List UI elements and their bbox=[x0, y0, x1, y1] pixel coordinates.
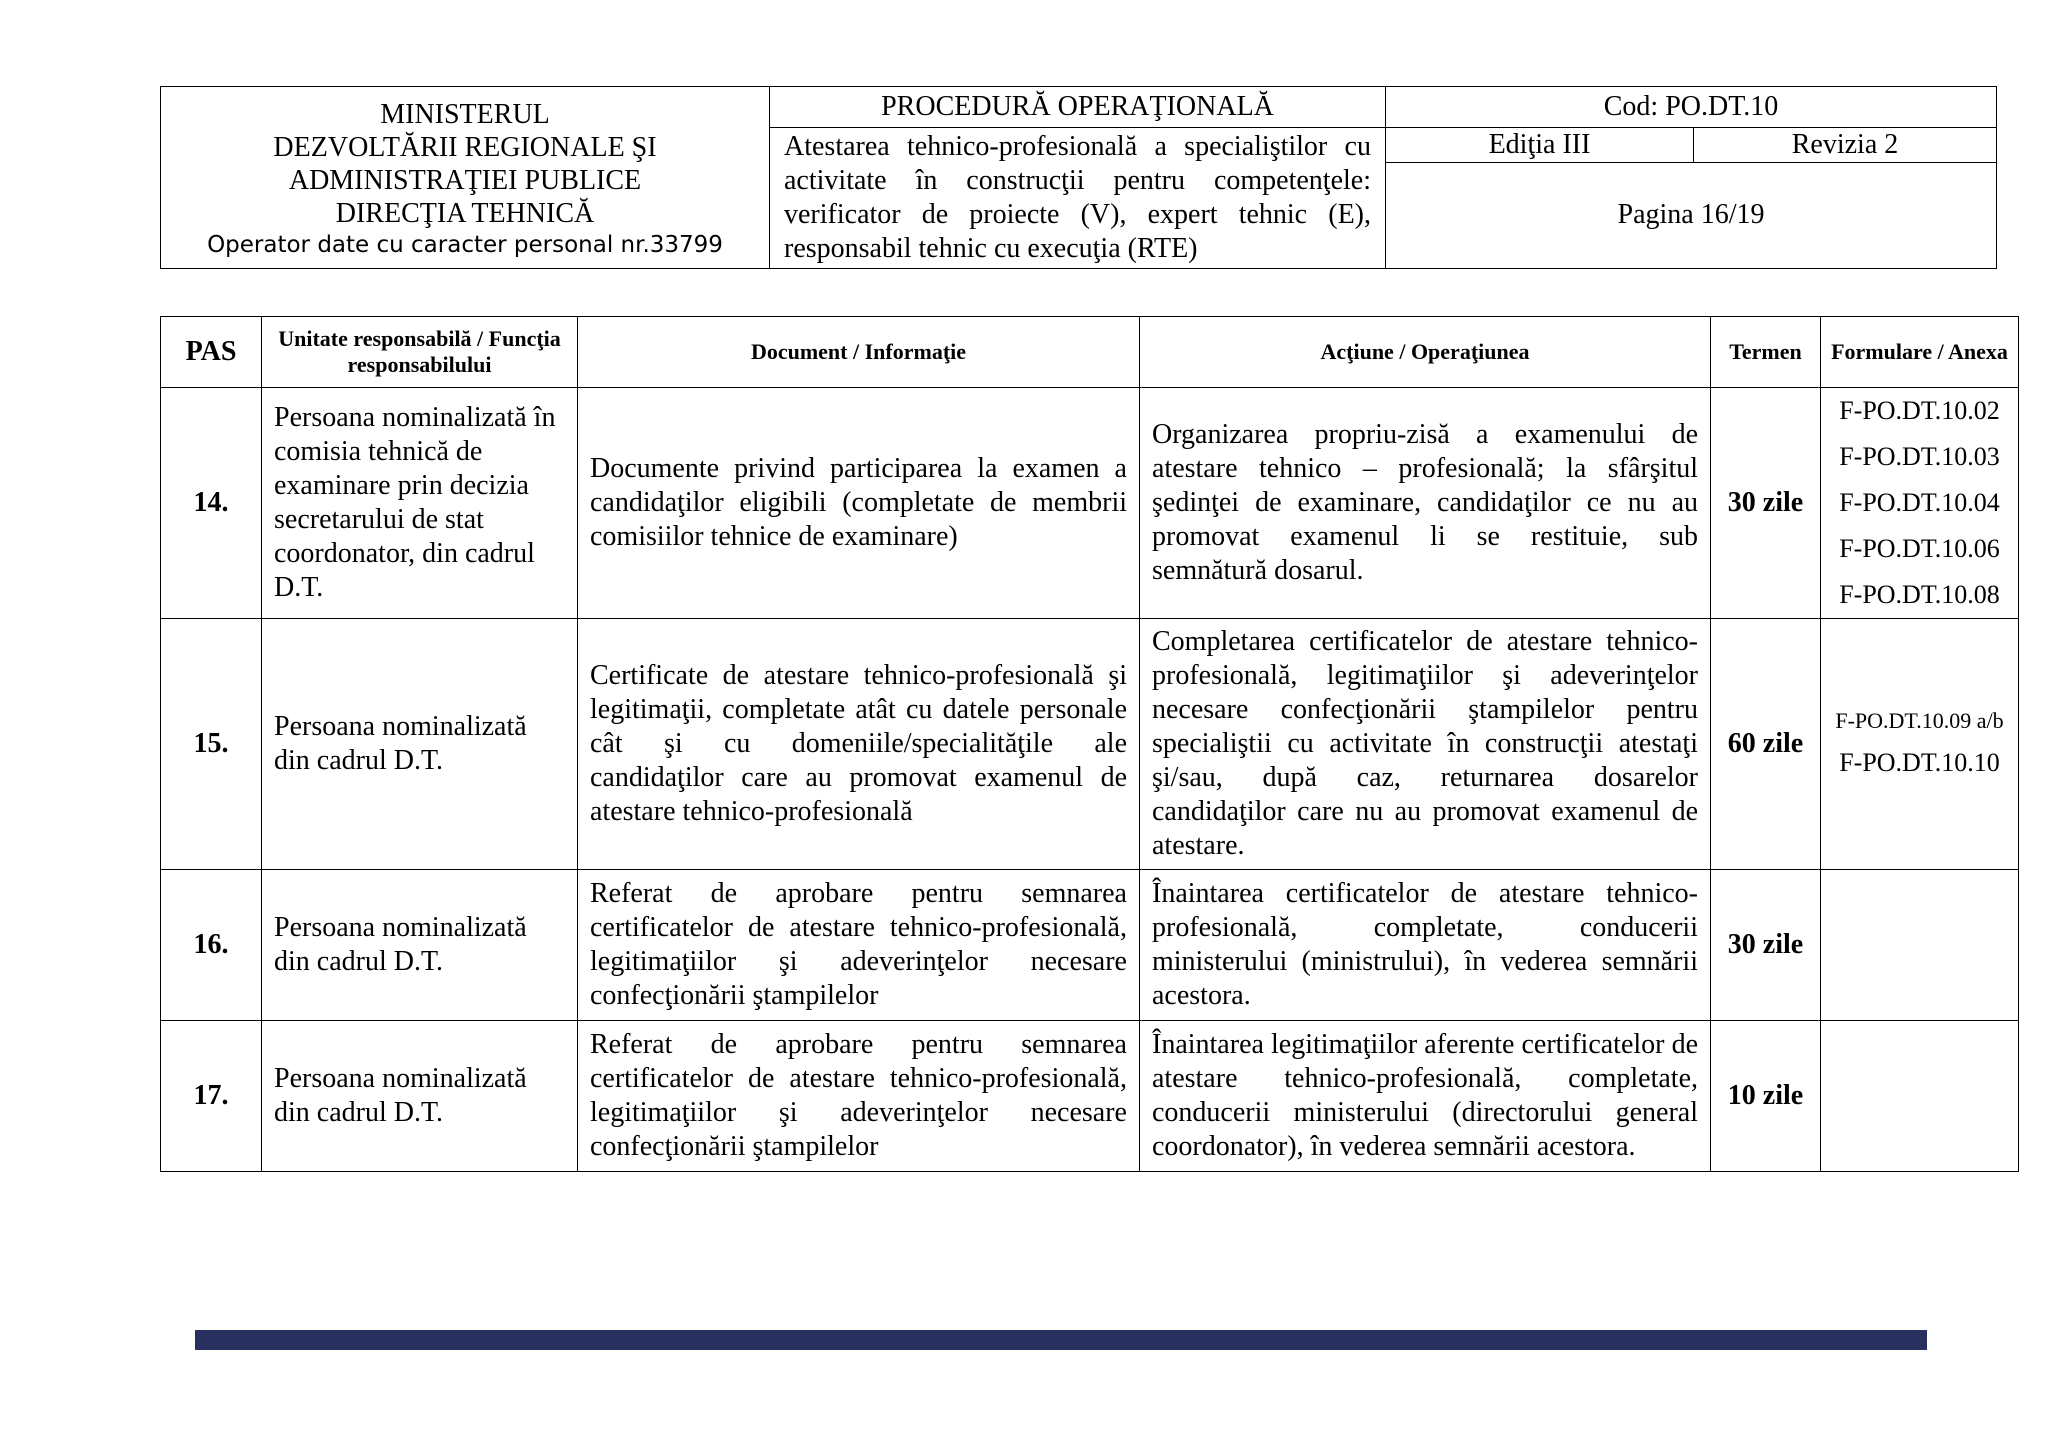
table-row bbox=[161, 619, 2019, 870]
forms-cell bbox=[1821, 619, 2019, 870]
action-description: Completarea certificatelor de atestare tehnico-profesională, legitimaţiilor şi adeverinţelor necesare confecţionării ştampilelor pentru specialiştii cu activitate în construcţii atestaţi şi/sau, după caz, returnarea dosarelor candidaţilor care nu au promovat examenul de atestare. bbox=[1140, 619, 1711, 870]
form-code: F-PO.DT.10.10 bbox=[1839, 748, 2000, 777]
column-header-step: PAS bbox=[161, 317, 262, 388]
term: 30 zile bbox=[1711, 870, 1821, 1021]
table-row bbox=[161, 1021, 2019, 1172]
action-description: Înaintarea legitimaţiilor aferente certificatelor de atestare tehnico-profesională, completate, conducerii ministerului (directorului general coordonator), în vederea semnării acestora. bbox=[1140, 1021, 1711, 1172]
step-number: 14. bbox=[161, 388, 262, 619]
responsible-unit: Persoana nominalizată din cadrul D.T. bbox=[262, 870, 578, 1021]
table-row bbox=[161, 870, 2019, 1021]
procedure-steps-table bbox=[160, 316, 2019, 1172]
term: 30 zile bbox=[1711, 388, 1821, 619]
ministry-block bbox=[161, 87, 770, 269]
ministry-line: DIRECŢIA TEHNICĂ bbox=[335, 198, 595, 229]
operator-note: Operator date cu caracter personal nr.33799 bbox=[207, 232, 723, 258]
column-header-term: Termen bbox=[1711, 317, 1821, 388]
procedure-title: PROCEDURĂ OPERAŢIONALĂ bbox=[770, 87, 1386, 128]
column-header-unit: Unitate responsabilă / Funcţia responsabilului bbox=[262, 317, 578, 388]
ministry-line: ADMINISTRAŢIEI PUBLICE bbox=[288, 165, 642, 196]
term: 60 zile bbox=[1711, 619, 1821, 870]
column-header-action: Acţiune / Operaţiunea bbox=[1140, 317, 1711, 388]
term: 10 zile bbox=[1711, 1021, 1821, 1172]
document-header bbox=[160, 86, 1997, 269]
forms-cell bbox=[1821, 1021, 2019, 1172]
responsible-unit: Persoana nominalizată din cadrul D.T. bbox=[262, 1021, 578, 1172]
forms-cell bbox=[1821, 870, 2019, 1021]
form-code: F-PO.DT.10.02 bbox=[1839, 396, 2000, 425]
action-description: Organizarea propriu-zisă a examenului de atestare tehnico – profesională; la sfârşitul şedinţei de examinare, candidaţilor ce nu au promovat examenul li se restituie, sub semnătură dosarul. bbox=[1140, 388, 1711, 619]
page-number: Pagina 16/19 bbox=[1386, 162, 1997, 268]
ministry-line: DEZVOLTĂRII REGIONALE ŞI bbox=[273, 132, 657, 163]
action-description: Înaintarea certificatelor de atestare tehnico-profesională, completate, conducerii ministerului (ministrului), în vederea semnării acestora. bbox=[1140, 870, 1711, 1021]
table-row bbox=[161, 388, 2019, 619]
document-info: Referat de aprobare pentru semnarea certificatelor de atestare tehnico-profesională, legitimaţiilor şi adeverinţelor necesare confecţionării ştampilelor bbox=[578, 1021, 1140, 1172]
footer-bar bbox=[195, 1330, 1927, 1350]
form-code: F-PO.DT.10.03 bbox=[1839, 442, 2000, 471]
step-number: 16. bbox=[161, 870, 262, 1021]
step-number: 15. bbox=[161, 619, 262, 870]
document-info: Documente privind participarea la examen a candidaţilor eligibili (completate de membrii comisiilor tehnice de examinare) bbox=[578, 388, 1140, 619]
edition: Ediţia III bbox=[1386, 128, 1694, 163]
form-code: F-PO.DT.10.04 bbox=[1839, 488, 2000, 517]
responsible-unit: Persoana nominalizată în comisia tehnică de examinare prin decizia secretarului de stat coordonator, din cadrul D.T. bbox=[262, 388, 578, 619]
column-header-forms: Formulare / Anexa bbox=[1821, 317, 2019, 388]
procedure-code: Cod: PO.DT.10 bbox=[1386, 87, 1997, 128]
column-header-document: Document / Informaţie bbox=[578, 317, 1140, 388]
document-info: Certificate de atestare tehnico-profesională şi legitimaţii, completate atât cu datele personale cât şi cu domeniile/specialităţile ale candidaţilor care au promovat examenul de atestare tehnico-profesională bbox=[578, 619, 1140, 870]
table-header-row bbox=[161, 317, 2019, 388]
form-code: F-PO.DT.10.09 a/b bbox=[1835, 708, 2004, 733]
ministry-line: MINISTERUL bbox=[380, 99, 550, 130]
step-number: 17. bbox=[161, 1021, 262, 1172]
forms-cell bbox=[1821, 388, 2019, 619]
form-code: F-PO.DT.10.08 bbox=[1839, 580, 2000, 609]
procedure-description: Atestarea tehnico-profesională a specialiştilor cu activitate în construcţii pentru competenţele: verificator de proiecte (V), expert tehnic (E), responsabil tehnic cu execuţia (RTE) bbox=[770, 128, 1386, 269]
responsible-unit: Persoana nominalizată din cadrul D.T. bbox=[262, 619, 578, 870]
document-info: Referat de aprobare pentru semnarea certificatelor de atestare tehnico-profesională, legitimaţiilor şi adeverinţelor necesare confecţionării ştampilelor bbox=[578, 870, 1140, 1021]
form-code: F-PO.DT.10.06 bbox=[1839, 534, 2000, 563]
revision: Revizia 2 bbox=[1694, 128, 1997, 163]
